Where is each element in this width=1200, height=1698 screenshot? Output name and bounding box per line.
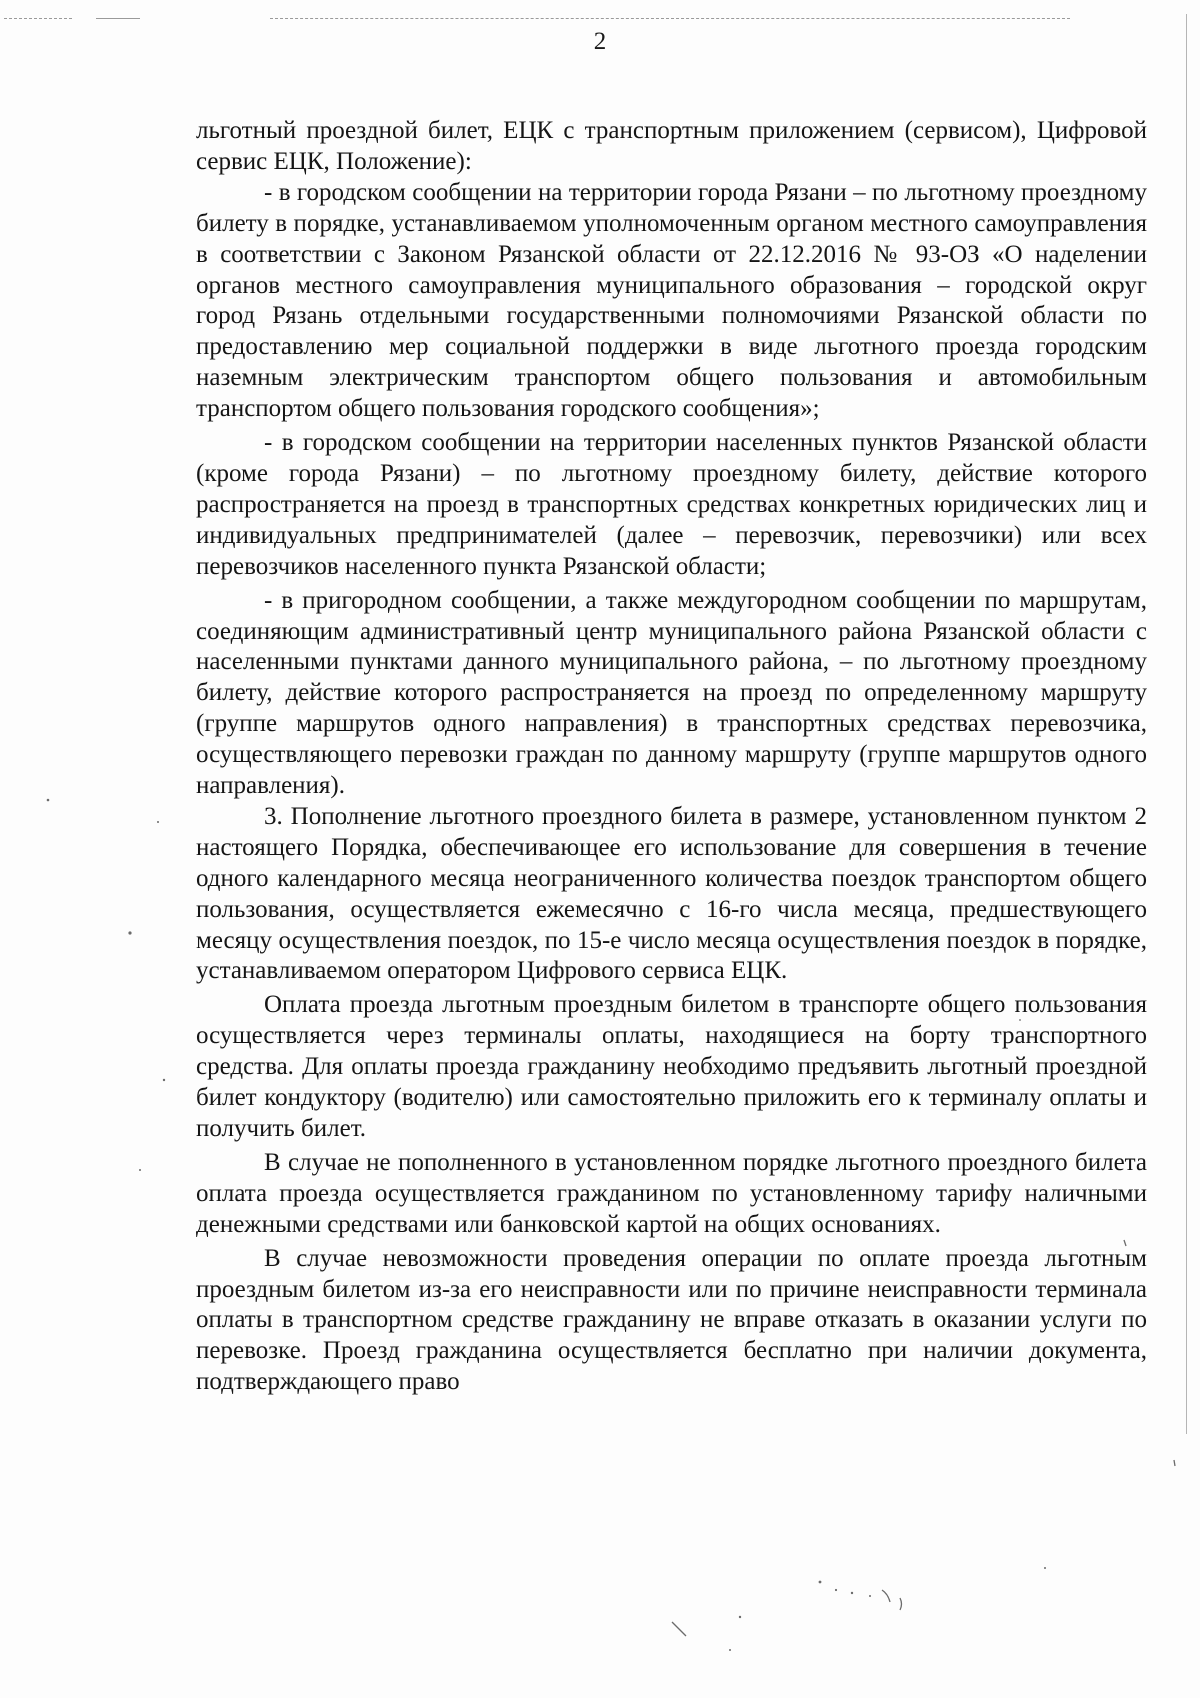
- paragraph-settlements: - в городском сообщении на территории населенных пунктов Рязанской области (кроме города Рязани) – по льготному проездному билету, действие которого распространяется на проезд в транспортных средствах конкретных юридических лиц и индивидуальных предпринимателей (далее – перевозчик, перевозчики) или всех перевозчиков населенного пункта Рязанской области;: [196, 429, 1147, 580]
- scan-border-right: [1186, 14, 1188, 1434]
- paragraph-malfunction: В случае невозможности проведения операции по оплате проезда льготным проездным билетом из-за его неисправности или по причине неисправности терминала оплаты в транспортном средстве гражданину не вправе отказать в оказании услуги по перевозке. Проезд гражданина осуществляется бесплатно при наличии документа, подтверждающего право: [196, 1244, 1147, 1396]
- scan-border-top: [270, 18, 1070, 20]
- document-body: [196, 116, 1147, 1398]
- paragraph-city-ryazan: - в городском сообщении на территории города Рязани – по льготному проездному билету в порядке, устанавливаемом уполномоченным органом местного самоуправления в соответствии с Законом Рязанской области от 22.12.2016 № 93-ОЗ «О наделении органов местного самоуправления муниципального образования – городской округ город Рязань отдельными государственными полномочиями Рязанской области по предоставлению мер социальной поддержки в виде льготного проезда городским наземным электрическим транспортом общего пользования и автомобильным транспортом общего пользования городского сообщения»;: [196, 178, 1147, 423]
- paragraph-not-topped-up: В случае не пополненного в установленном порядке льготного проездного билета оплата проезда осуществляется гражданином по установленному тарифу наличными денежными средствами или банковской картой на общих основаниях.: [196, 1148, 1147, 1238]
- scan-border-mark: [4, 18, 72, 20]
- paragraph-suburban: - в пригородном сообщении, а также междугородном сообщении по маршрутам, соединяющим административный центр муниципального района Рязанской области с населенными пунктами данного муниципального района, – по льготному проездному билету, действие которого распространяется на проезд по определенному маршруту (группе маршрутов одного направления) в транспортных средствах перевозчика, осуществляющего перевозки граждан по данному маршруту (группе маршрутов одного направления).: [196, 586, 1147, 800]
- paragraph-continuation: льготный проездной билет, ЕЦК с транспортным приложением (сервисом), Цифровой сервис ЕЦК, Положение):: [196, 117, 1147, 175]
- paragraph-payment: Оплата проезда льготным проездным билетом в транспорте общего пользования осуществляется через терминалы оплаты, находящиеся на борту транспортного средства. Для оплаты проезда гражданину необходимо предъявить льготный проездной билет кондуктору (водителю) или самостоятельно приложить его к терминалу оплаты и получить билет.: [196, 991, 1147, 1142]
- scan-border-mark: [96, 18, 140, 20]
- page-number: 2: [593, 28, 607, 55]
- paragraph-item-3: 3. Пополнение льготного проездного билета в размере, установленном пунктом 2 настоящего Порядка, обеспечивающее его использование для совершения в течение одного календарного месяца неограниченного количества поездок транспортом общего пользования, осуществляется ежемесячно с 16-го числа месяца, предшествующего месяцу осуществления поездок, по 15-е число месяца осуществления поездок в порядке, устанавливаемом оператором Цифрового сервиса ЕЦК.: [196, 802, 1147, 985]
